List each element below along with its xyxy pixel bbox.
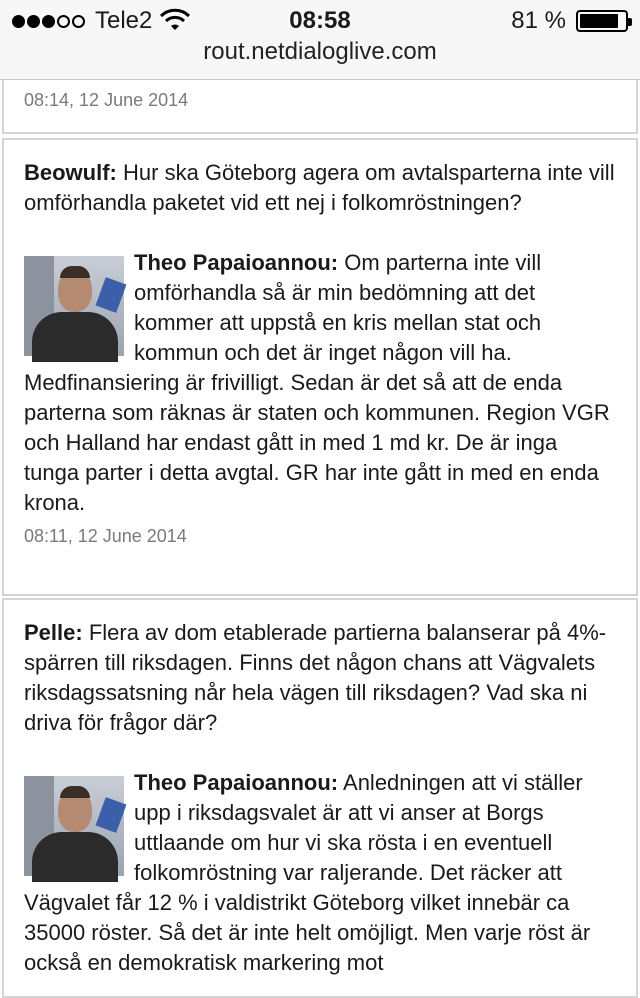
status-time: 08:58 (289, 7, 351, 34)
avatar (24, 776, 124, 876)
status-bar (0, 0, 640, 40)
browser-top-bar (0, 0, 640, 80)
question (24, 158, 616, 218)
asker-name: Pelle: (24, 620, 83, 645)
answerer-name: Theo Papaioannou: (134, 250, 339, 275)
status-right (511, 7, 628, 35)
answer (24, 248, 616, 518)
question-text: Hur ska Göteborg agera om avtalsparterna inte vill omförhandla paketet vid ett nej i folkomröstningen? (24, 160, 615, 215)
battery-percent: 81 % (511, 7, 566, 34)
post-card (2, 598, 638, 998)
question (24, 618, 616, 738)
battery-nub (628, 18, 632, 26)
answer-text: Om parterna inte vill omförhandla så är min bedömning att det kommer att uppstå en kris mellan stat och kommun och det är inget någon vill ha. Medfinansiering är frivilligt. Sedan är det så att de enda parterna som räknas är staten och kommunen. Region VGR och Halland har endast gått in med 1 md kr. De är inga tunga parter i detta avgtal. GR har inte gått in med en enda krona. (24, 250, 610, 515)
chat-feed[interactable] (0, 80, 640, 975)
post-timestamp: 08:11, 12 June 2014 (24, 526, 187, 546)
carrier-name: Tele2 (95, 7, 153, 34)
answer-text: Anledningen att vi ställer upp i riksdagsvalet är att vi anser at Borgs uttlaande om hur vi ska rösta i en eventuell folkomröstning var raljerande. Det räcker att Vägvalet får 12 % i valdistrikt Göteborg vilket innebär ca 35000 röster. Så det är inte helt omöjligt. Men varje röst är också en demokratisk markering mot (24, 770, 591, 975)
avatar (24, 256, 124, 356)
url-bar[interactable]: rout.netdialoglive.com (203, 38, 437, 65)
post-timestamp: 08:14, 12 June 2014 (24, 90, 189, 110)
answer (24, 768, 616, 978)
post-card (2, 138, 638, 596)
question-text: Flera av dom etablerade partierna balanserar på 4%-spärren till riksdagen. Finns det någon chans att Vägvalets riksdagssatsning når hela vägen till riksdagen? Vad ska ni driva för frågor där? (24, 620, 607, 735)
battery-icon (576, 10, 628, 32)
battery-fill (580, 14, 618, 28)
answerer-name: Theo Papaioannou: (134, 770, 339, 795)
asker-name: Beowulf: (24, 160, 117, 185)
